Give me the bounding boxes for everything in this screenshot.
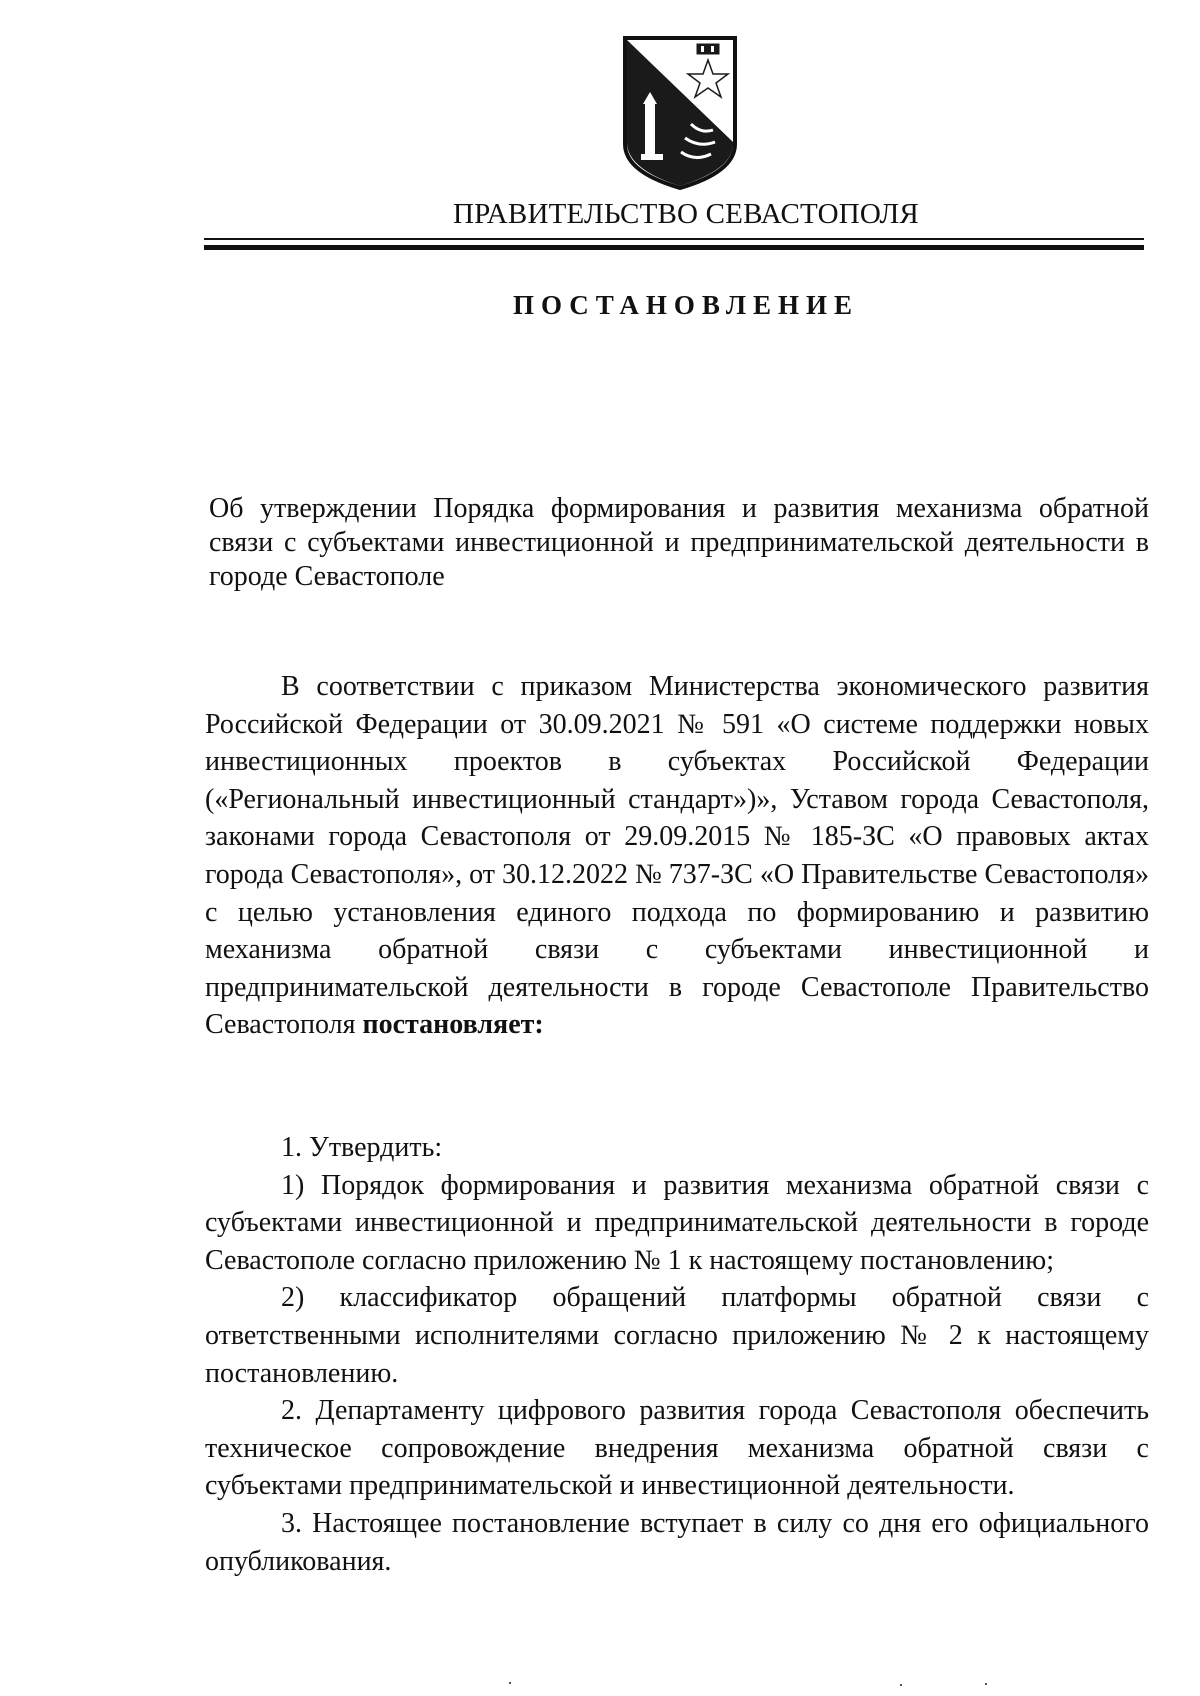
document-type: ПОСТАНОВЛЕНИЕ xyxy=(512,290,860,320)
preamble-paragraph xyxy=(205,668,1149,1044)
item-1-2: 2) классификатор обращений платформы обратной связи с ответственными исполнителями согласно приложению № 2 к настоящему постановлению. xyxy=(205,1282,1149,1389)
resolution-items xyxy=(205,1129,1149,1580)
scan-speck xyxy=(509,1682,511,1684)
scan-speck xyxy=(985,1683,987,1685)
decree-word: постановляет: xyxy=(362,1009,544,1041)
scan-speck xyxy=(900,1684,902,1686)
document-title: Об утверждении Порядка формирования и развития механизма обратной связи с субъектами инвестиционной и предпринимательской деятельности в городе Севастополе xyxy=(209,493,1149,592)
preamble-text: В соответствии с приказом Министерства экономического развития Российской Федерации от 30.09.2021 № 591 «О системе поддержки новых инвестиционных проектов в субъектах Российской Федерации («Региональный инвестиционный стандарт»)», Уставом города Севастополя, законами города Севастополя от 29.09.2015 № 185-ЗС «О правовых актах города Севастополя», от 30.12.2022 № 737-ЗС «О Правительстве Севастополя» с целью установления единого подхода по формированию и развитию механизма обратной связи с субъектами инвестиционной и предпринимательской деятельности в городе Севастополе Правительство Севастополя xyxy=(205,671,1149,1041)
item-1: 1. Утвердить: xyxy=(281,1132,443,1163)
coat-of-arms-icon xyxy=(621,34,739,190)
header-rule-thick xyxy=(204,245,1144,250)
header-rule-thin xyxy=(204,238,1144,240)
organization-name: ПРАВИТЕЛЬСТВО СЕВАСТОПОЛЯ xyxy=(453,198,919,230)
item-3: 3. Настоящее постановление вступает в силу со дня его официального опубликования. xyxy=(205,1507,1149,1577)
item-1-1: 1) Порядок формирования и развития механизма обратной связи с субъектами инвестиционной и предпринимательской деятельности в городе Севастополе согласно приложению № 1 к настоящему постановлению; xyxy=(205,1169,1149,1276)
item-2: 2. Департаменту цифрового развития города Севастополя обеспечить техническое сопровождение внедрения механизма обратной связи с субъектами предпринимательской и инвестиционной деятельности. xyxy=(205,1395,1149,1502)
